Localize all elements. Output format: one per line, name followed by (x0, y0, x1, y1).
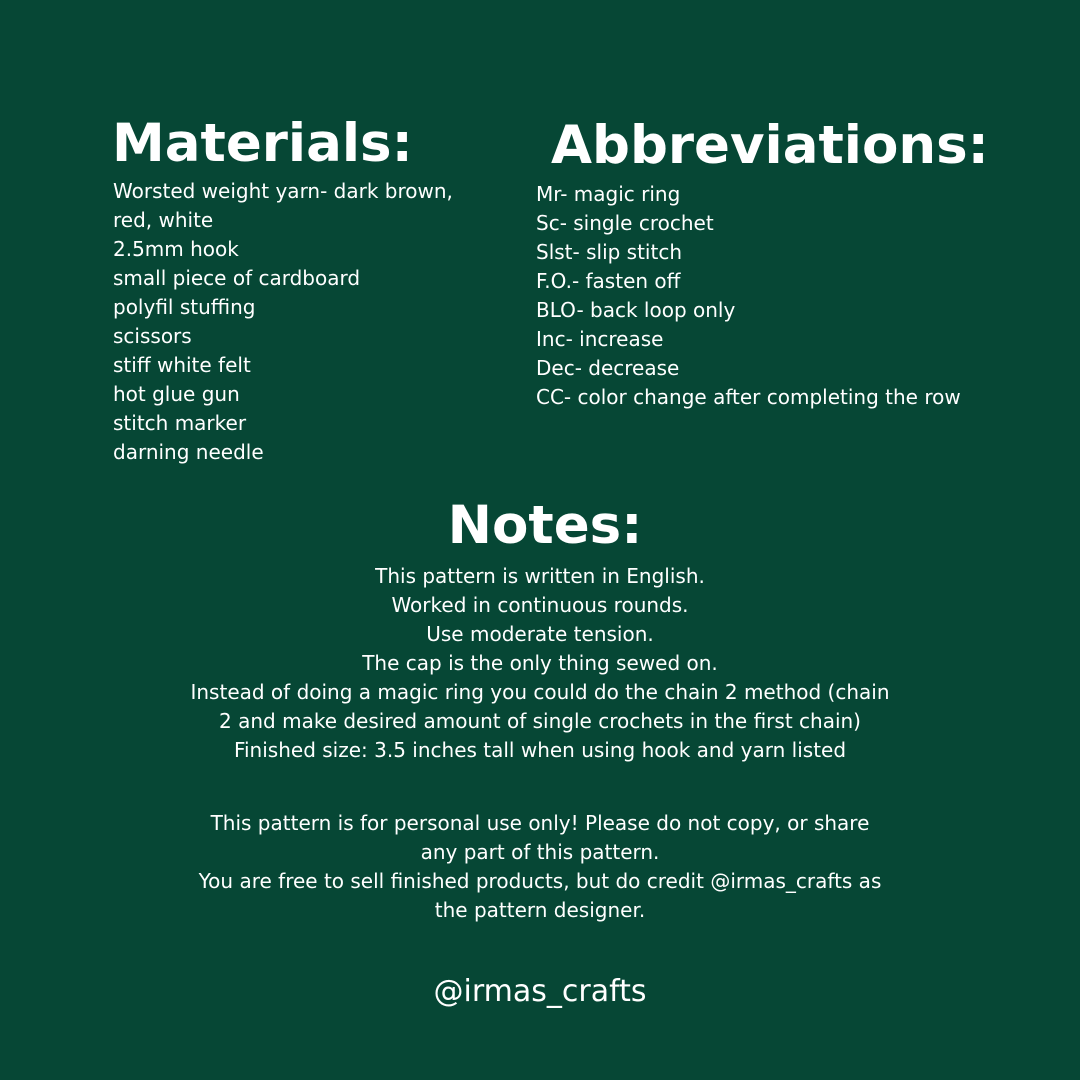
abbreviation-item: F.O.- fasten off (536, 269, 681, 293)
social-handle: @irmas_crafts (433, 974, 647, 1009)
materials-list (113, 177, 453, 467)
usage-line: This pattern is for personal use only! Please do not copy, or share (210, 811, 870, 835)
abbreviation-item: Sc- single crochet (536, 211, 714, 235)
notes-heading: Notes: (447, 495, 643, 556)
materials-item: red, white (113, 208, 214, 232)
materials-heading: Materials: (112, 113, 413, 174)
notes-text (140, 562, 940, 765)
materials-item: stitch marker (113, 411, 247, 435)
materials-item: 2.5mm hook (113, 237, 239, 261)
abbreviations-heading: Abbreviations: (551, 115, 989, 176)
materials-item: darning needle (113, 440, 264, 464)
notes-line: Instead of doing a magic ring you could do the chain 2 method (chain (190, 680, 890, 704)
abbreviation-item: Slst- slip stitch (536, 240, 683, 264)
materials-item: Worsted weight yarn- dark brown, (113, 179, 453, 203)
abbreviation-item: Dec- decrease (536, 356, 680, 380)
materials-item: stiff white felt (113, 353, 251, 377)
abbreviation-item: BLO- back loop only (536, 298, 736, 322)
usage-line: You are free to sell finished products, but do credit @irmas_crafts as (198, 869, 882, 893)
abbreviation-item: CC- color change after completing the row (536, 385, 961, 409)
materials-item: scissors (113, 324, 192, 348)
materials-item: small piece of cardboard (113, 266, 361, 290)
usage-terms-text (140, 809, 940, 925)
notes-line: This pattern is written in English. (375, 564, 705, 588)
notes-line: Worked in continuous rounds. (391, 593, 689, 617)
usage-line: the pattern designer. (434, 898, 646, 922)
abbreviation-item: Inc- increase (536, 327, 664, 351)
notes-line: The cap is the only thing sewed on. (362, 651, 718, 675)
materials-item: hot glue gun (113, 382, 240, 406)
notes-line: 2 and make desired amount of single crochets in the first chain) (219, 709, 861, 733)
usage-line: any part of this pattern. (420, 840, 660, 864)
materials-item: polyfil stuffing (113, 295, 256, 319)
notes-line: Finished size: 3.5 inches tall when using hook and yarn listed (233, 738, 847, 762)
notes-line: Use moderate tension. (426, 622, 654, 646)
abbreviation-item: Mr- magic ring (536, 182, 681, 206)
abbreviations-list (536, 180, 961, 412)
